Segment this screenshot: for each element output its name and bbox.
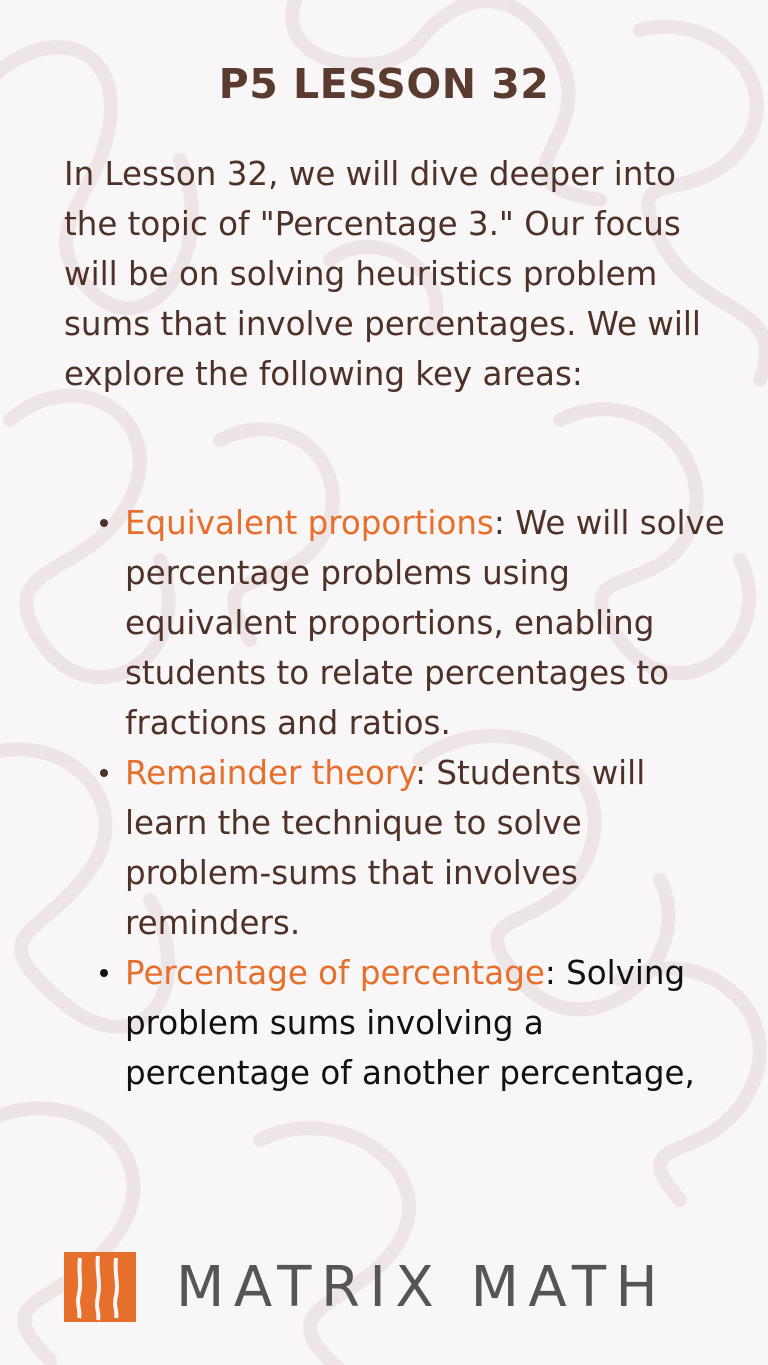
list-item-percentage-of-percentage xyxy=(0,948,768,1098)
brand-wordmark: MATRIX MATH xyxy=(176,1255,668,1320)
bullet-icon xyxy=(100,519,108,527)
key-area-description: : We will solve percentage problems using equivalent proportions, enabling students to relate percentages to fractions and ratios. xyxy=(125,504,725,742)
key-area-term: Equivalent proportions xyxy=(125,504,494,542)
matrix-math-logo-icon xyxy=(64,1252,136,1322)
bullet-icon xyxy=(100,769,108,777)
list-item-equivalent-proportions xyxy=(0,498,768,748)
page-title: P5 LESSON 32 xyxy=(218,60,550,108)
intro-paragraph: In Lesson 32, we will dive deeper into the topic of "Percentage 3." Our focus will be on solving heuristics problem sums that involve percentages. We will explore the following key areas: xyxy=(64,155,701,393)
list-item-remainder-theory xyxy=(0,748,768,948)
bullet-icon xyxy=(100,969,108,977)
key-area-description: : Students will learn the technique to solve problem-sums that involves reminders. xyxy=(125,754,646,942)
key-areas-list xyxy=(0,498,768,1098)
key-area-term: Percentage of percentage xyxy=(125,954,545,992)
key-area-term: Remainder theory xyxy=(125,754,416,792)
key-area-description: : Solving problem sums involving a percentage of another percentage, xyxy=(125,954,695,1092)
